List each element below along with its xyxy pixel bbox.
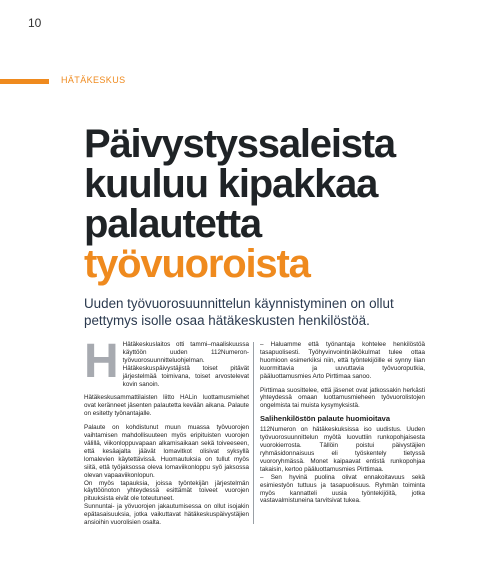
headline-line-2: kuuluu kipakkaa: [84, 162, 378, 206]
headline-line-3: palautetta: [84, 202, 261, 246]
body-paragraph: Palaute on kohdistunut muun muassa työvuorojen vaihtamisen mahdollisuuteen myös eripituisten vuorojen välillä, viikonloppuvapaan alkamisaikaan sekä toiveeseen, että kesäajalta jäävät lomavitkot olisivat syksyllä lomalevien käytettävissä. Huomautuksia on tullut myös siitä, että työjaksossa oleva lomaviikonloppu syö jaksossa olevan vapaaviikonlopun.: [84, 424, 249, 479]
section-label: HÄTÄKESKUS: [61, 75, 126, 85]
headline-accent-line: työvuoroista: [84, 242, 310, 286]
subheading: Salihenkilöstön palaute huomioitava: [260, 414, 391, 424]
column-divider: [253, 342, 254, 524]
body-paragraph: Sunnuntai- ja yövuorojen jakautumisessa on ollut isojakin epätasaisuuksia, jotka vaikuttavat hätäkeskuspäivystäjien ansioihin vuorolisien osalta.: [84, 503, 249, 527]
lede: Uuden työvuorosuunnittelun käynnistyminen on ollut pettymys isolle osaa hätäkeskusten henkilöstöä.: [84, 296, 394, 328]
body-paragraph: Hätäkeskusammattilaisten liitto HALin luottamusmiehet ovat keränneet jäsenten palautetta kevään aikana. Palaute on esitetty työnantajalle.: [84, 394, 249, 418]
body-paragraph: Hätäkeskuslaitos otti tammi–maaliskuussa käyttöön uuden 112Numeron-työvuorosuunnitteluohjelman. Hätäkeskuspäivystäjistä toiset pitävät järjestelmää toimivana, toiset arvostelevat kovin sanoin.: [122, 341, 249, 388]
body-paragraph: On myös tapauksia, joissa työntekijän järjestelmän käyttöönoton yhteydessä esittämät toiveet vuorojen pituuksista eivät ole toteutuneet.: [84, 479, 249, 503]
page-number: 10: [28, 16, 42, 30]
body-paragraph: Pirttimaa suosittelee, että jäsenet ovat jatkossakin herkästi yhteydessä omaan luottamusmieheen työvuorolistojen ongelmista tai muista kysymyksistä.: [260, 386, 425, 410]
body-paragraph: – Haluamme että työnantaja kohtelee henkilöstöä tasapuolisesti. Työhyvinvointinäkökulmat tulee ottaa huomioon esimerkiksi niin, että työntekijöille ei synny liian kuormittavia ja uuvuttavia työvuoroputkia, pääluottamusmies Arto Pirttimaa sanoo.: [260, 341, 425, 380]
body-column-left: [84, 335, 249, 527]
section-accent-bar: [0, 79, 49, 84]
body-paragraph: – Sen hyvinä puolina olivat ennakoitavuus sekä esimiestyön tuttuus ja tasapuolisuus. Ryhmän toiminta myös kannatteli uusia työntekijöitä, jotka vastavalmistuneina tarvitsivat tukea.: [260, 473, 425, 505]
headline-line-1: Päivystyssaleista: [84, 122, 395, 166]
body-column-right: [260, 341, 425, 505]
drop-cap: H: [84, 335, 119, 388]
headline: [84, 124, 464, 284]
body-paragraph: 112Numeron on hätäkeskuksissa iso uudistus. Uuden työvuorosuunnittelun myötä luovuttiin runkopohjaisesta vuorokierrosta. Tällöin poistui päivystäjien ryhmäsidonnaisuus eli työskentely tietyssä vuororyhmässä. Monet kaipaavat entistä runkopohjaa takaisin, kertoo pääluottamusmies Pirttimaa.: [260, 426, 425, 473]
